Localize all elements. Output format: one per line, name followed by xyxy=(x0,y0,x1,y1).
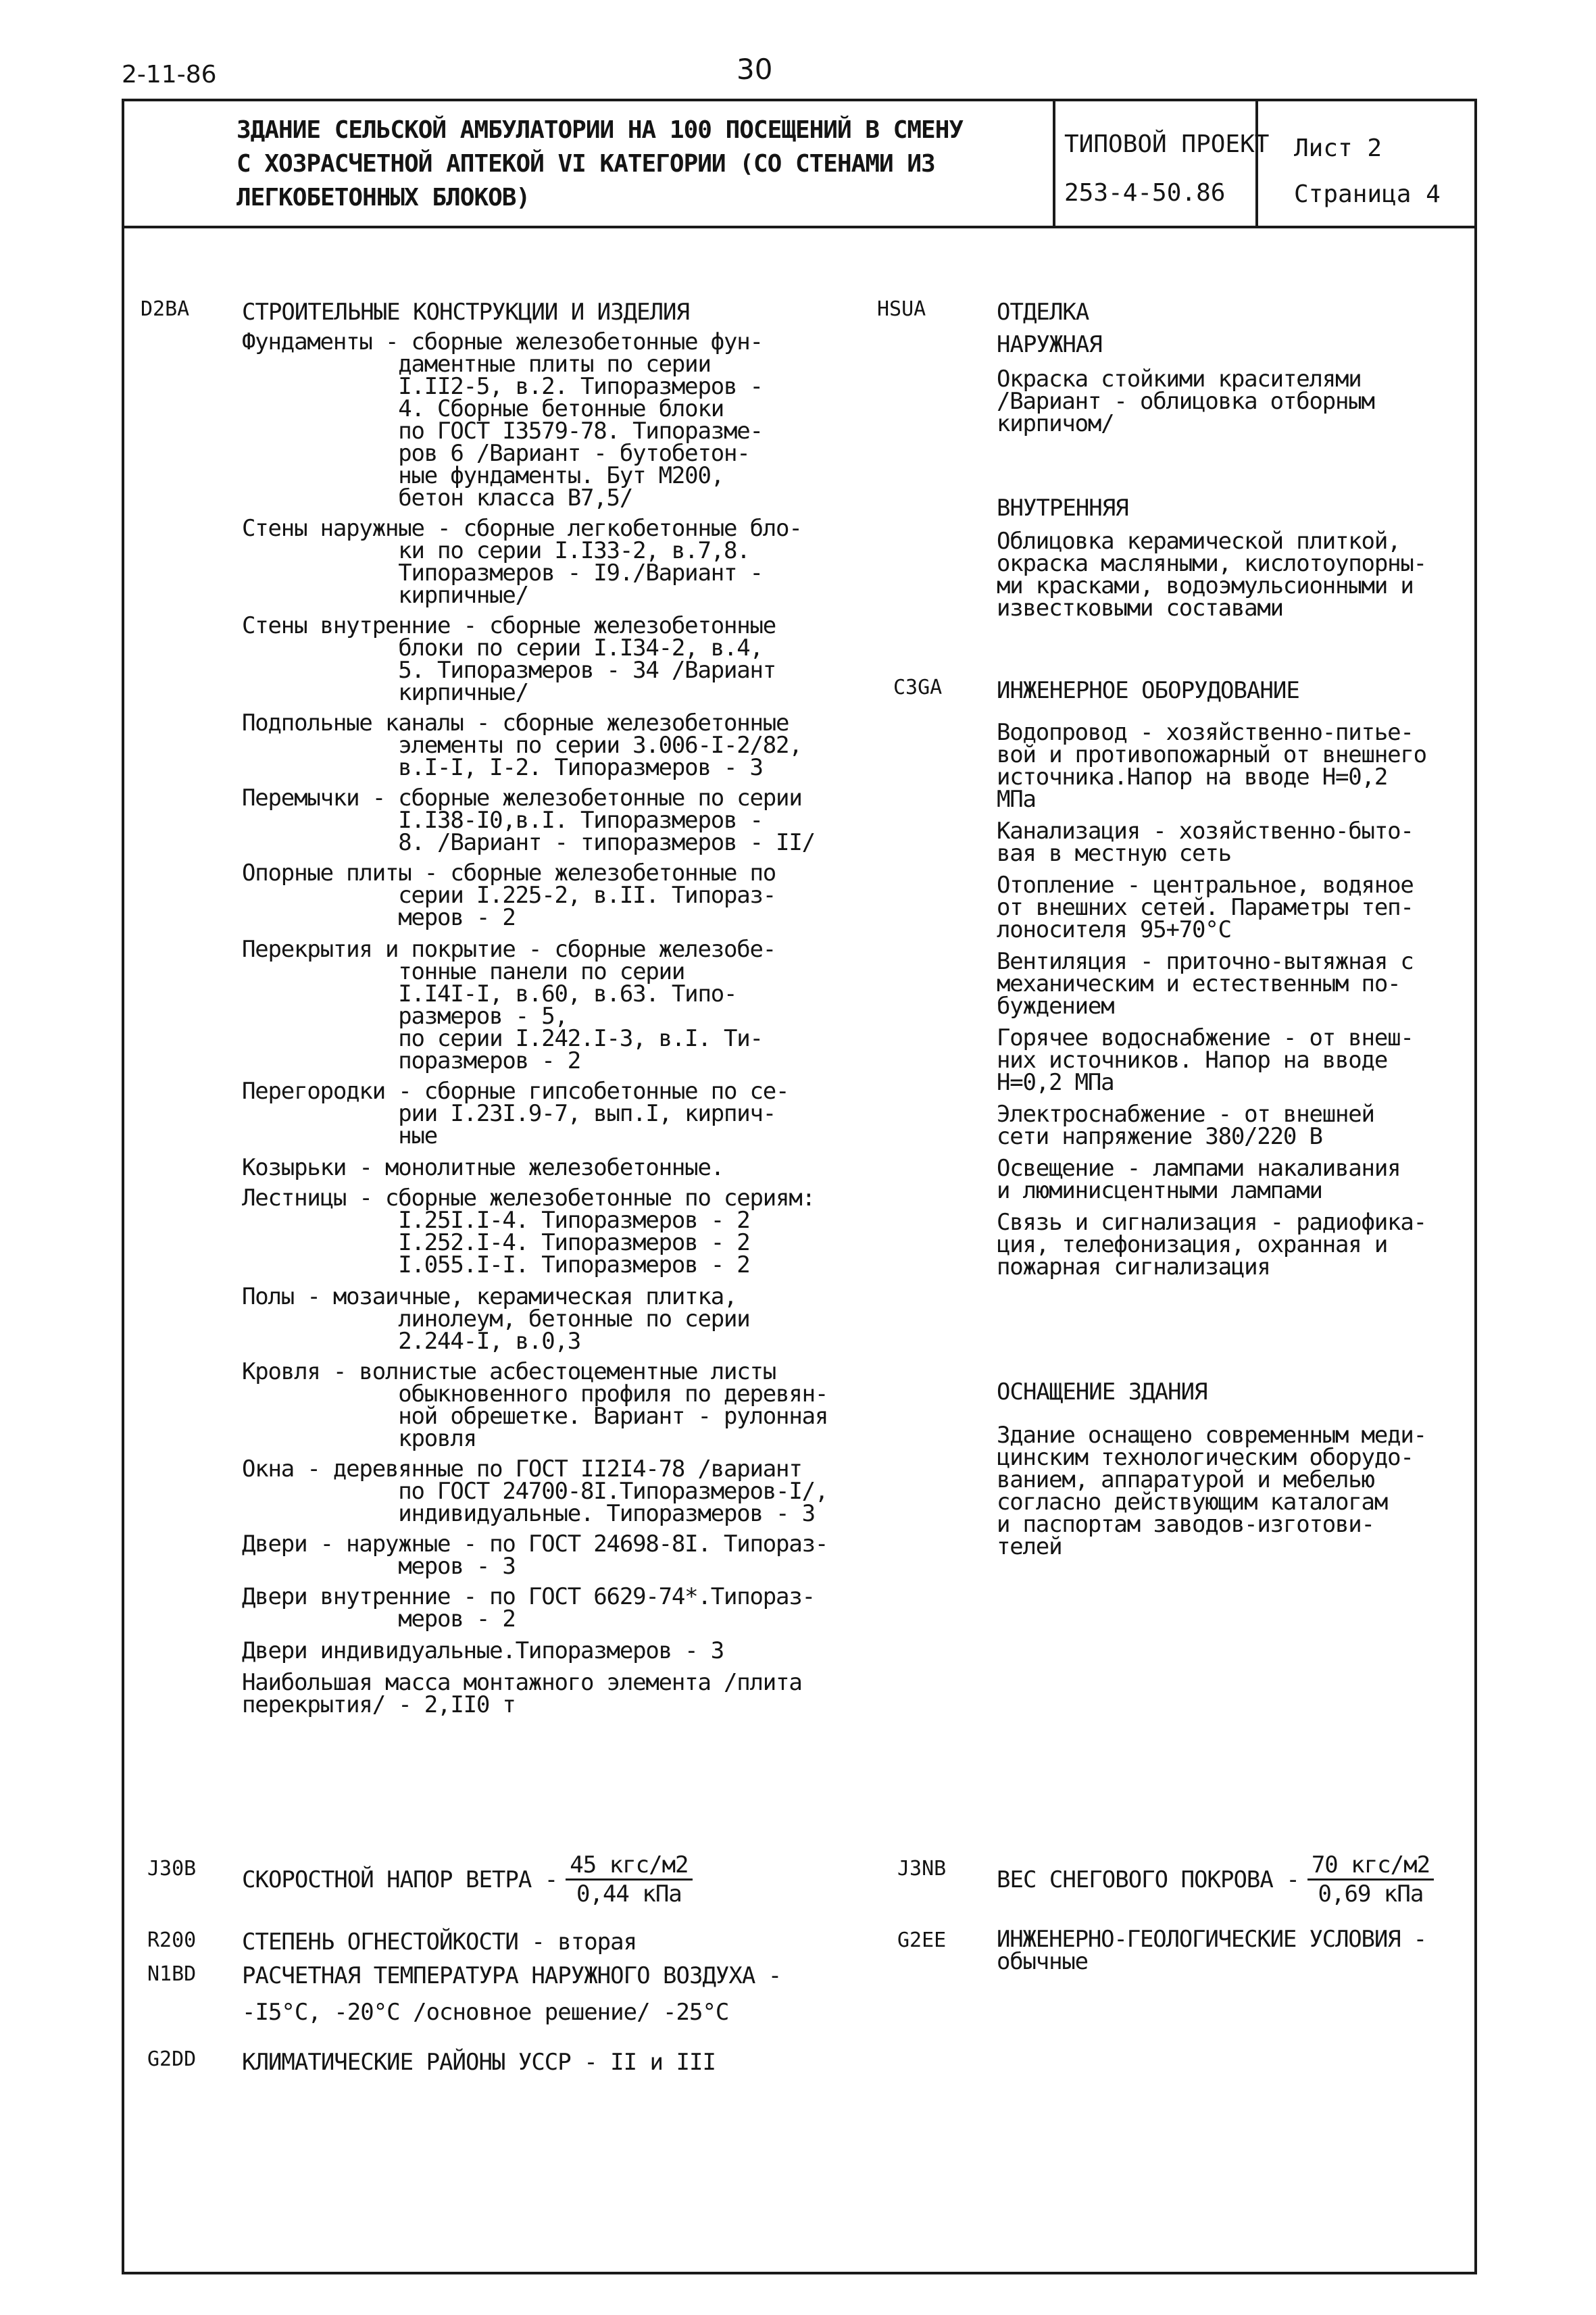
list-item: Отопление - центральное, водяное от внешних сетей. Параметры теп- лоносителя 95+70°С xyxy=(997,872,1414,943)
engineering-list xyxy=(997,719,1483,1288)
list-item: Подпольные каналы - сборные железобетонные элементы по серии 3.006-I-2/82, в.I-I, I-2. Типоразмеров - 3 xyxy=(242,710,802,781)
geology-conditions: ИНЖЕНЕРНО-ГЕОЛОГИЧЕСКИЕ УСЛОВИЯ - обычные xyxy=(997,1926,1426,1975)
section-title: СТРОИТЕЛЬНЫЕ КОНСТРУКЦИИ И ИЗДЕЛИЯ xyxy=(242,299,689,326)
project-cell xyxy=(1064,120,1269,218)
list-item: Полы - мозаичные, керамическая плитка, линолеум, бетонные по серии 2.244-I, в.0,3 xyxy=(242,1283,750,1355)
snow-load xyxy=(997,1851,1434,1908)
list-item: Стены внутренние - сборные железобетонные блоки по серии I.I34-2, в.4, 5. Типоразмеров - 34 /Вариант кирпичные/ xyxy=(242,612,776,706)
finish-inner-title: ВНУТРЕННЯЯ xyxy=(997,495,1128,522)
list-item: Электроснабжение - от внешней сети напряжение 380/220 В xyxy=(997,1101,1374,1150)
list-item: Вентиляция - приточно-вытяжная с механическим и естественным по- буждением xyxy=(997,948,1414,1020)
param-code: R200 xyxy=(147,1928,197,1952)
list-item: Фундаменты - сборные железобетонные фун- даментные плиты по серии I.II2-5, в.2. Типоразмеров - 4. Сборные бетонные блоки по ГОСТ I3579-78. Типоразме- ров 6 /Вариант - бутобетон- ные фундаменты. Бут М200, бетон класса В7,5/ xyxy=(242,328,763,512)
list-item: Двери индивидуальные.Типоразмеров - 3 xyxy=(242,1637,724,1664)
project-number: 253-4-50.86 xyxy=(1064,179,1226,207)
page-number: 30 xyxy=(737,53,773,86)
snow-fraction: $\frac{\text{70 кгс/м2}}{\text{0,69 кПа}}$ xyxy=(1307,1851,1434,1908)
project-label: ТИПОВОЙ ПРОЕКТ xyxy=(1064,130,1270,158)
equipment-title: ОСНАЩЕНИЕ ЗДАНИЯ xyxy=(997,1378,1207,1405)
wind-pressure xyxy=(242,1851,693,1908)
list-item: Кровля - волнистые асбестоцементные листы обыкновенного профиля по деревян- ной обрешетке. Вариант - рулонная кровля xyxy=(242,1358,828,1452)
list-item: Канализация - хозяйственно-быто- вая в местную сеть xyxy=(997,818,1414,867)
outdoor-temperature-label: РАСЧЕТНАЯ ТЕМПЕРАТУРА НАРУЖНОГО ВОЗДУХА - xyxy=(242,1962,782,1989)
list-item: Перемычки - сборные железобетонные по серии I.I38-I0,в.I. Типоразмеров - 8. /Вариант - типоразмеров - II/ xyxy=(242,785,815,856)
param-code: J30B xyxy=(147,1857,197,1881)
param-code: G2EE xyxy=(897,1928,947,1952)
finish-inner-text: Облицовка керамической плиткой, окраска масляными, кислотоупорны- ми красками, водоэмульсионными и известковыми составами xyxy=(997,528,1426,622)
param-code: G2DD xyxy=(147,2047,197,2071)
list-item: Лестницы - сборные железобетонные по сериям: I.25I.I-4. Типоразмеров - 2 I.252.I-4. Типоразмеров - 2 I.055.I-I. Типоразмеров - 2 xyxy=(242,1185,815,1278)
sheet-label: Лист 2 xyxy=(1294,134,1382,162)
page-code: 2-11-86 xyxy=(122,61,217,89)
list-item: Перегородки - сборные гипсобетонные по се- рии I.23I.9-7, вып.I, кирпич- ные xyxy=(242,1078,789,1149)
finish-title: ОТДЕЛКА xyxy=(997,299,1089,326)
list-item: Двери внутренние - по ГОСТ 6629-74*.Типораз- меров - 2 xyxy=(242,1583,815,1633)
section-code: HSUA xyxy=(877,297,926,321)
list-item: Водопровод - хозяйственно-питье- вой и противопожарный от внешнего источника.Напор на вводе Н=0,2 МПа xyxy=(997,719,1426,813)
finish-outer-title: НАРУЖНАЯ xyxy=(997,331,1102,358)
climate-regions: КЛИМАТИЧЕСКИЕ РАЙОНЫ УССР - II и III xyxy=(242,2049,716,2076)
list-item: Освещение - лампами накаливания и люминисцентными лампами xyxy=(997,1155,1401,1204)
wind-fraction: $\frac{\text{45 кгс/м2}}{\text{0,44 кПа}}$ xyxy=(566,1851,692,1908)
param-code: N1BD xyxy=(147,1962,197,1986)
wind-label: СКОРОСТНОЙ НАПОР ВЕТРА - xyxy=(242,1866,558,1893)
page-label: Страница 4 xyxy=(1294,180,1441,208)
list-item: Стены наружные - сборные легкобетонные бло- ки по серии I.I33-2, в.7,8. Типоразмеров - I9./Вариант - кирпичные/ xyxy=(242,515,802,609)
fire-resistance: СТЕПЕНЬ ОГНЕСТОЙКОСТИ - вторая xyxy=(242,1928,637,1956)
equipment-text: Здание оснащено современным меди- цинским технологическим оборудо- ванием, аппаратурой и мебелью согласно действующим каталогам и паспортам заводов-изготови- телей xyxy=(997,1422,1426,1560)
list-item: Перекрытия и покрытие - сборные железобе- тонные панели по серии I.I4I-I, в.60, в.63. Типо- размеров - 5, по серии I.242.I-3, в.I. Ти- поразмеров - 2 xyxy=(242,936,776,1074)
title-block-divider xyxy=(1053,99,1055,228)
list-item: Двери - наружные - по ГОСТ 24698-8I. Типораз- меров - 3 xyxy=(242,1530,828,1580)
engineering-title: ИНЖЕНЕРНОЕ ОБОРУДОВАНИЕ xyxy=(997,677,1299,704)
list-item: Горячее водоснабжение - от внеш- них источников. Напор на вводе Н=0,2 МПа xyxy=(997,1024,1414,1096)
finish-outer-text: Окраска стойкими красителями /Вариант - облицовка отборным кирпичом/ xyxy=(997,366,1374,437)
sheet-cell xyxy=(1294,126,1441,218)
section-code: D2BA xyxy=(141,297,190,321)
list-item: Козырьки - монолитные железобетонные. xyxy=(242,1154,724,1181)
document-title: ЗДАНИЕ СЕЛЬСКОЙ АМБУЛАТОРИИ НА 100 ПОСЕЩЕНИЙ В СМЕНУ С ХОЗРАСЧЕТНОЙ АПТЕКОЙ VI КАТЕГОРИИ (СО СТЕНАМИ ИЗ ЛЕГКОБЕТОННЫХ БЛОКОВ) xyxy=(236,116,964,211)
param-code: J3NB xyxy=(897,1857,947,1881)
snow-label: ВЕС СНЕГОВОГО ПОКРОВА - xyxy=(997,1866,1299,1893)
list-item: Наибольшая масса монтажного элемента /плита перекрытия/ - 2,II0 т xyxy=(242,1669,802,1718)
list-item: Опорные плиты - сборные железобетонные по серии I.225-2, в.II. Типораз- меров - 2 xyxy=(242,860,776,931)
structures-list xyxy=(242,328,918,1724)
list-item: Связь и сигнализация - радиофика- ция, телефонизация, охранная и пожарная сигнализация xyxy=(997,1209,1426,1280)
outdoor-temperature-values: -I5°С, -20°С /основное решение/ -25°С xyxy=(242,1999,729,2026)
section-code: C3GA xyxy=(893,676,943,699)
list-item: Окна - деревянные по ГОСТ II2I4-78 /вариант по ГОСТ 24700-8I.Типоразмеров-I/, индивидуальные. Типоразмеров - 3 xyxy=(242,1455,828,1527)
